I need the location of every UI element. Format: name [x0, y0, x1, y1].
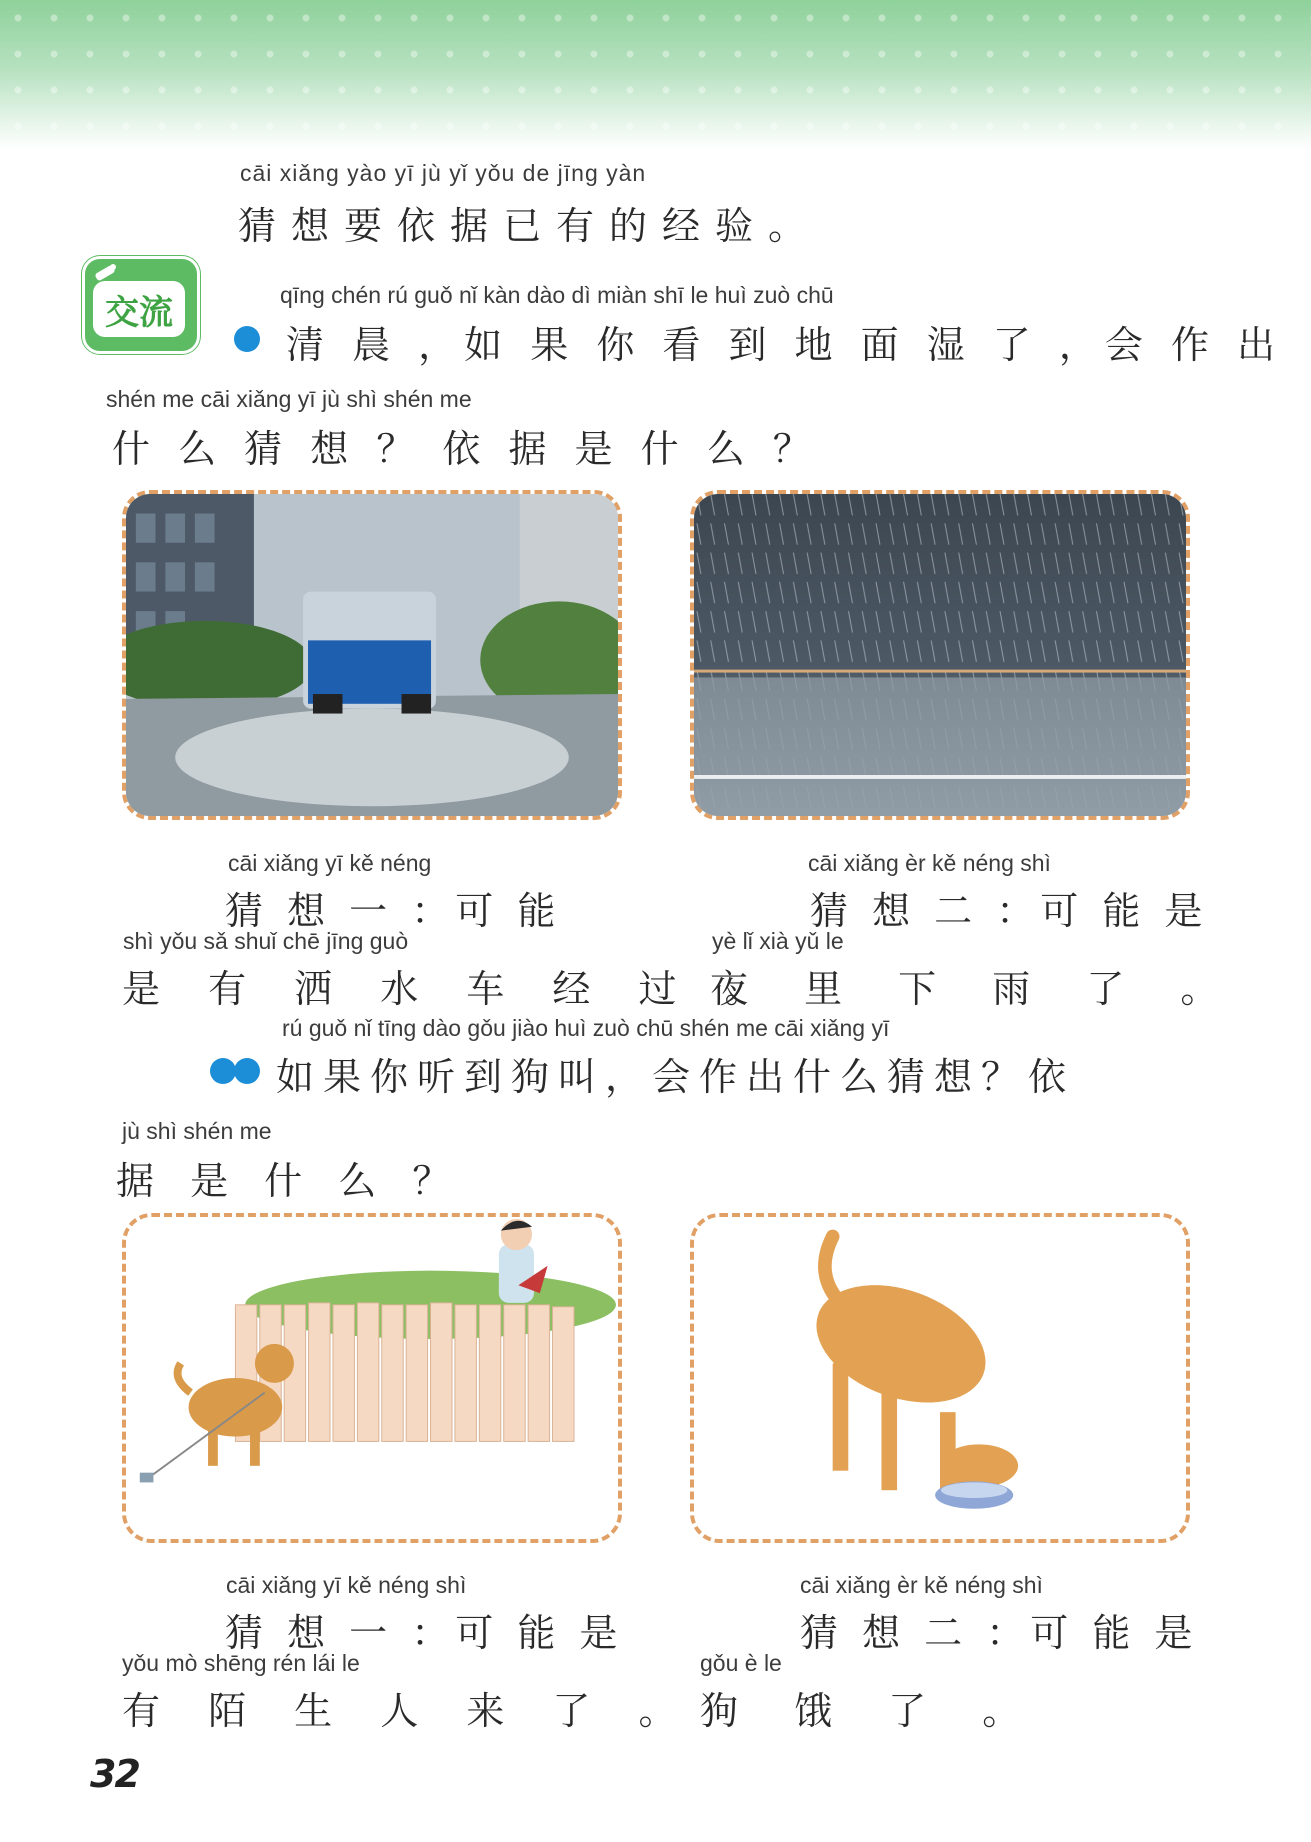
q1-guess1-hanzi: 猜 想 一 ：可 能 [225, 889, 562, 933]
pencil-icon [91, 261, 121, 283]
q2-guess2-pinyin2: gǒu è le [700, 1650, 782, 1676]
water-truck-image [126, 494, 618, 816]
q2-guess1-hanzi2: 有 陌 生 人 来 了 。 [122, 1689, 695, 1733]
q2-bullet-icon-2 [234, 1058, 260, 1084]
q1-guess2-pinyin2: yè lǐ xià yǔ le [712, 928, 844, 954]
dog-eating-image [694, 1217, 1186, 1539]
q2-pinyin-line1: rú guǒ nǐ tīng dào gǒu jiào huì zuò chū shén me cāi xiǎng yī [282, 1015, 890, 1041]
page-number: 32 [90, 1752, 139, 1796]
header-dots [0, 0, 1311, 140]
q2-hanzi-line2: 据 是 什 么 ？ [116, 1159, 463, 1203]
q1-pinyin-line1: qīng chén rú guǒ nǐ kàn dào dì miàn shī le huì zuò chū [280, 282, 834, 308]
q2-guess1-pinyin2: yǒu mò shēng rén lái le [122, 1650, 360, 1676]
q1-guess2-hanzi2: 夜 里 下 雨 了 。 [710, 967, 1241, 1011]
q1-guess1-pinyin2: shì yǒu sǎ shuǐ chē jīng guò [123, 928, 409, 954]
q1-guess2-pinyin: cāi xiǎng èr kě néng shì [808, 850, 1051, 876]
q1-hanzi-line1: 清 晨 ，如 果 你 看 到 地 面 湿 了 ，会 作 出 [286, 323, 1284, 367]
q1-hanzi-line2: 什 么 猜 想 ？ 依 据 是 什 么 ？ [112, 427, 819, 471]
q1-guess1-hanzi2: 是 有 洒 水 车 经 过 。 [122, 967, 781, 1011]
illustration-dog-barking [122, 1213, 622, 1543]
q2-pinyin-line2: jù shì shén me [122, 1118, 272, 1144]
rain-image [694, 494, 1186, 816]
line1-pinyin: cāi xiǎng yào yī jù yǐ yǒu de jīng yàn [240, 160, 647, 186]
photo-water-truck [122, 490, 622, 820]
q2-guess1-hanzi: 猜 想 一 ：可 能 是 [225, 1611, 624, 1655]
q1-guess2-hanzi: 猜 想 二 ：可 能 是 [810, 889, 1209, 933]
q2-guess2-hanzi: 猜 想 二 ：可 能 是 [800, 1611, 1199, 1655]
q1-bullet-icon [234, 326, 260, 352]
badge-label: 交流 [105, 292, 173, 333]
dog-barking-image [126, 1217, 618, 1539]
q1-guess1-pinyin: cāi xiǎng yī kě néng [228, 850, 432, 876]
exchange-badge [82, 256, 200, 354]
q2-bullet-icon-1 [210, 1058, 236, 1084]
line1-hanzi: 猜想要依据已有的经验。 [238, 204, 822, 248]
q1-pinyin-line2: shén me cāi xiǎng yī jù shì shén me [106, 386, 472, 412]
q2-guess2-pinyin: cāi xiǎng èr kě néng shì [800, 1572, 1043, 1598]
photo-rain [690, 490, 1190, 820]
illustration-dog-eating [690, 1213, 1190, 1543]
q2-guess1-pinyin: cāi xiǎng yī kě néng shì [226, 1572, 467, 1598]
header-band [0, 0, 1311, 150]
q2-guess2-hanzi2: 狗 饿 了 。 [700, 1689, 1043, 1733]
q2-hanzi-line1: 如果你听到狗叫，会作出什么猜想？依 [276, 1055, 1076, 1099]
